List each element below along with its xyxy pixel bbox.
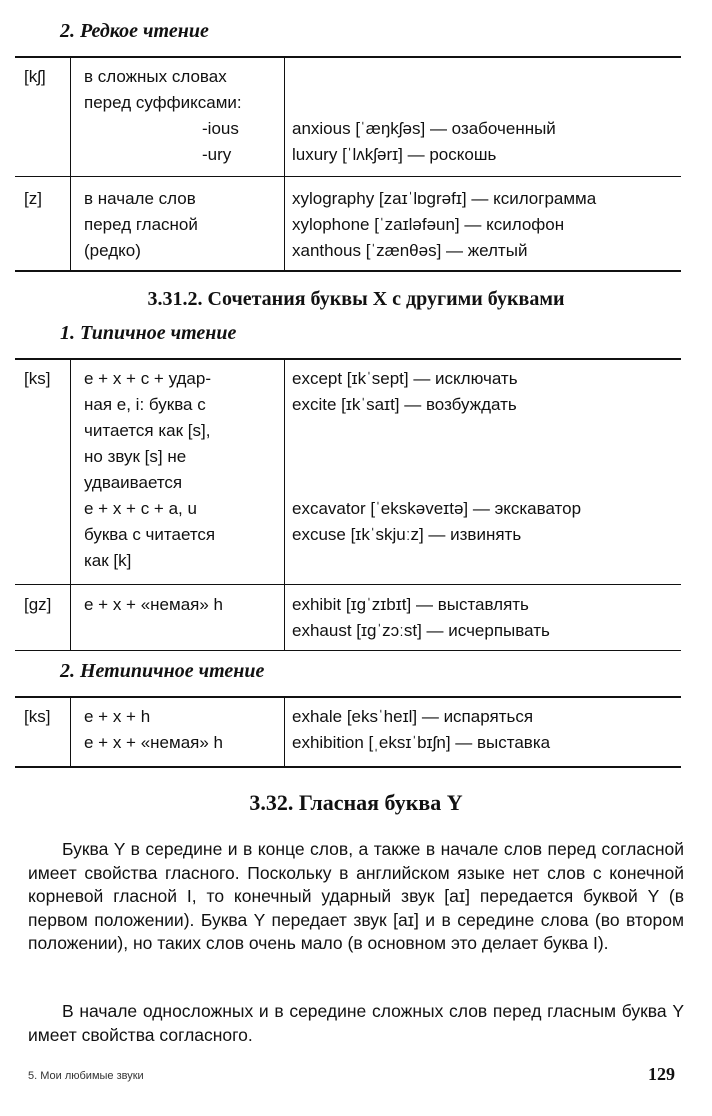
- rule-line: е + х + «немая» h: [84, 733, 223, 752]
- table-column-divider: [284, 696, 285, 766]
- example-line: exhale [eksˈheɪl] — испаряться: [292, 707, 534, 726]
- rule-line: е + х + с + а, u: [84, 499, 197, 518]
- subheading-rare-reading: 2. Редкое чтение: [60, 20, 209, 42]
- table-rule-bottom: [15, 766, 681, 768]
- example-line: luxury [ˈlʌkʃərɪ] — роскошь: [292, 145, 497, 164]
- rule-line: в начале слов: [84, 189, 196, 208]
- table-row-divider: [15, 584, 681, 585]
- rule-line: перед суффиксами:: [84, 93, 242, 112]
- example-line: exhaust [ɪgˈzɔːst] — исчерпывать: [292, 621, 550, 640]
- table-rule-top: [15, 696, 681, 698]
- sound-cell: [ks]: [24, 369, 51, 388]
- rule-line: как [k]: [84, 551, 132, 570]
- body-paragraph: Буква Y в середине и в конце слов, а также в начале слов перед согласной имеет свойства гласного. Поскольку в английском языке нет слов с конечной корневой гласной I, то конечный ударный звук [aɪ] передается буквой Y (в первом положении). Буква Y передает звук [aɪ] и в середине слова (во втором положении), но таких слов очень мало (в основном это делает буква I).: [28, 839, 684, 953]
- table-column-divider: [284, 56, 285, 270]
- running-footer: 5. Мои любимые звуки: [28, 1070, 144, 1082]
- example-line: xylophone [ˈzaɪləfəun] — ксилофон: [292, 215, 565, 234]
- table-column-divider: [70, 696, 71, 766]
- rule-line: -ury: [202, 145, 232, 164]
- sound-cell: [z]: [24, 189, 42, 208]
- table-rule-bottom: [15, 270, 681, 272]
- example-line: excavator [ˈekskəveɪtə] — экскаватор: [292, 499, 582, 518]
- example-line: exhibition [ˌeksɪˈbɪʃn] — выставка: [292, 733, 551, 752]
- example-line: xanthous [ˈzænθəs] — желтый: [292, 241, 528, 260]
- table-row-divider: [15, 650, 681, 651]
- rule-line: е + х + с + удар-: [84, 369, 212, 388]
- rule-line: буква с читается: [84, 525, 216, 544]
- example-line: exhibit [ɪgˈzɪbɪt] — выставлять: [292, 595, 529, 614]
- rule-line: удваивается: [84, 473, 183, 492]
- rule-line: -ious: [202, 119, 239, 138]
- table-row-divider: [15, 176, 681, 177]
- section-title-3-31-2: 3.31.2. Сочетания буквы X с другими буквами: [147, 288, 565, 310]
- rule-line: перед гласной: [84, 215, 198, 234]
- sound-cell: [ks]: [24, 707, 51, 726]
- table-rule-top: [15, 56, 681, 58]
- section-title-3-32: 3.32. Гласная буква Y: [249, 790, 463, 815]
- subheading-typical-reading: 1. Типичное чтение: [60, 322, 237, 344]
- subheading-atypical-reading: 2. Нетипичное чтение: [60, 660, 265, 682]
- sound-cell: [gz]: [24, 595, 52, 614]
- rule-line: читается как [s],: [84, 421, 211, 440]
- sound-cell: [kʃ]: [24, 67, 46, 86]
- rule-line: е + х + h: [84, 707, 151, 726]
- rule-line: е + х + «немая» h: [84, 595, 223, 614]
- rule-line: (редко): [84, 241, 141, 260]
- rule-line: но звук [s] не: [84, 447, 187, 466]
- table-column-divider: [70, 358, 71, 650]
- body-paragraph: В начале односложных и в середине сложных слов перед гласным буква Y имеет свойства согласного.: [28, 1001, 684, 1045]
- table-column-divider: [284, 358, 285, 650]
- example-line: anxious [ˈæŋkʃəs] — озабоченный: [292, 119, 556, 138]
- page-number: 129: [648, 1064, 675, 1084]
- example-line: except [ɪkˈsept] — исключать: [292, 369, 518, 388]
- table-rule-top: [15, 358, 681, 360]
- example-line: xylography [zaɪˈlɒgrəfɪ] — ксилограмма: [292, 189, 597, 208]
- table-column-divider: [70, 56, 71, 270]
- example-line: excite [ɪkˈsaɪt] — возбуждать: [292, 395, 517, 414]
- rule-line: в сложных словах: [84, 67, 227, 86]
- rule-line: ная е, i: буква с: [84, 395, 206, 414]
- example-line: excuse [ɪkˈskjuːz] — извинять: [292, 525, 522, 544]
